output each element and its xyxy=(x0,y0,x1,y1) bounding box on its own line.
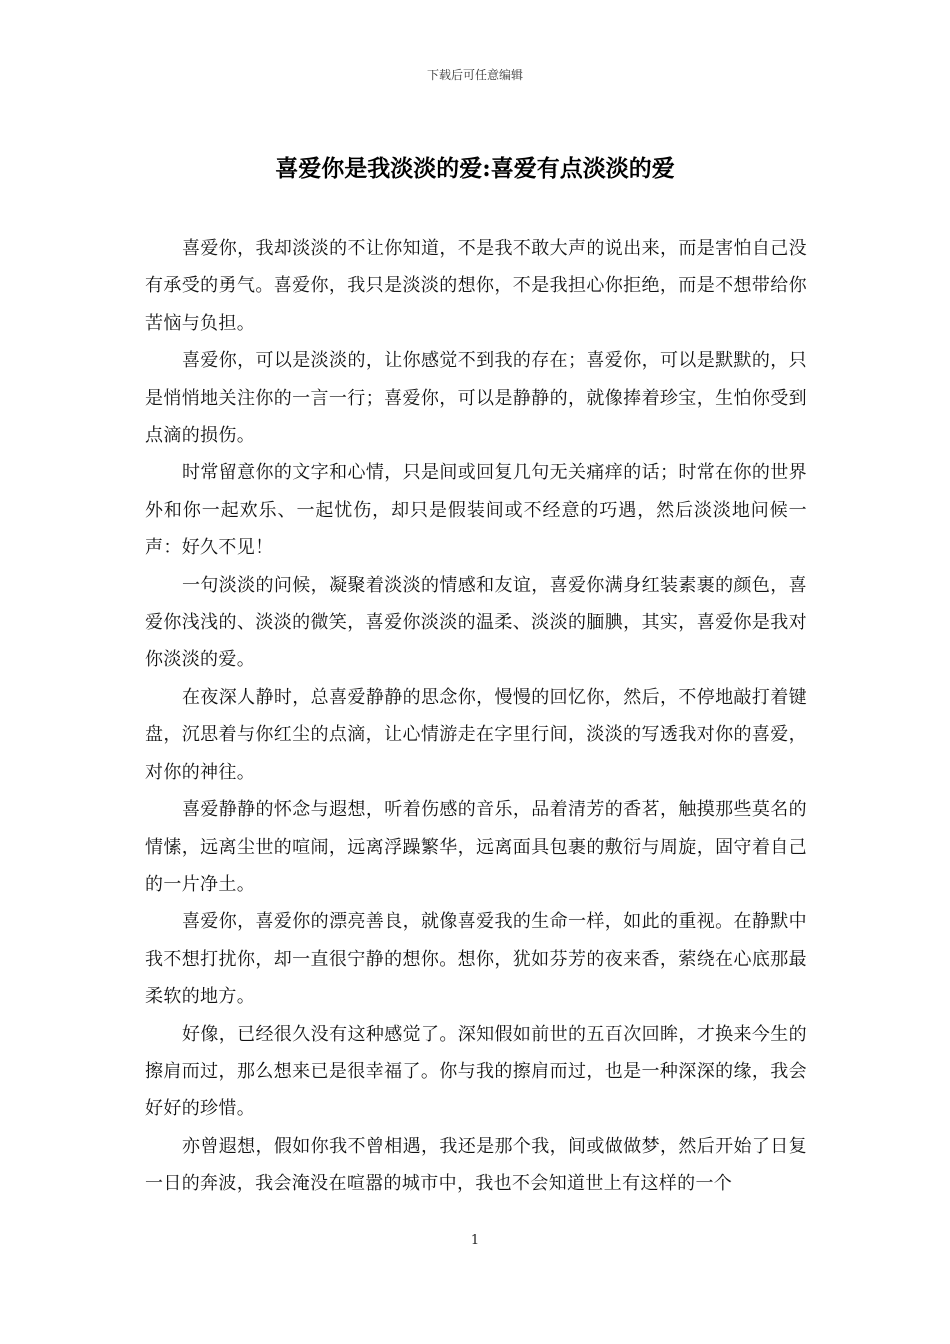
paragraph: 一句淡淡的问候，凝聚着淡淡的情感和友谊，喜爱你满身红装素裹的颜色，喜爱你浅浅的、淡淡的微笑，喜爱你淡淡的温柔、淡淡的腼腆，其实，喜爱你是我对你淡淡的爱。 xyxy=(145,574,807,671)
page-number: 1 xyxy=(470,1233,480,1248)
paragraph: 在夜深人静时，总喜爱静静的思念你，慢慢的回忆你，然后，不停地敲打着键盘，沉思着与你红尘的点滴，让心情游走在字里行间，淡淡的写透我对你的喜爱，对你的神往。 xyxy=(145,686,807,783)
paragraph: 好像，已经很久没有这种感觉了。深知假如前世的五百次回眸，才换来今生的擦肩而过，那么想来已是很幸福了。你与我的擦肩而过，也是一种深深的缘，我会好好的珍惜。 xyxy=(145,1023,807,1120)
document-body xyxy=(145,230,807,1203)
paragraph: 喜爱你，喜爱你的漂亮善良，就像喜爱我的生命一样，如此的重视。在静默中我不想打扰你，却一直很宁静的想你。想你，犹如芬芳的夜来香，萦绕在心底那最柔软的地方。 xyxy=(145,911,807,1008)
page-header: 下载后可任意编辑 xyxy=(426,68,523,82)
paragraph: 喜爱你，可以是淡淡的，让你感觉不到我的存在；喜爱你，可以是默默的，只是悄悄地关注你的一言一行；喜爱你，可以是静静的，就像捧着珍宝，生怕你受到点滴的损伤。 xyxy=(145,350,807,447)
paragraph: 时常留意你的文字和心情，只是间或回复几句无关痛痒的话；时常在你的世界外和你一起欢乐、一起忧伤，却只是假装间或不经意的巧遇，然后淡淡地问候一声：好久不见！ xyxy=(145,462,807,559)
paragraph: 喜爱你，我却淡淡的不让你知道，不是我不敢大声的说出来，而是害怕自己没有承受的勇气。喜爱你，我只是淡淡的想你，不是我担心你拒绝，而是不想带给你苦恼与负担。 xyxy=(145,238,807,334)
document-title: 喜爱你是我淡淡的爱:喜爱有点淡淡的爱 xyxy=(275,155,675,182)
paragraph: 亦曾遐想，假如你我不曾相遇，我还是那个我，间或做做梦，然后开始了日复一日的奔波，我会淹没在喧嚣的城市中，我也不会知道世上有这样的一个 xyxy=(145,1135,807,1195)
paragraph: 喜爱静静的怀念与遐想，听着伤感的音乐，品着清芳的香茗，触摸那些莫名的情愫，远离尘世的喧闹，远离浮躁繁华，远离面具包裹的敷衍与周旋，固守着自己的一片净土。 xyxy=(145,799,807,895)
